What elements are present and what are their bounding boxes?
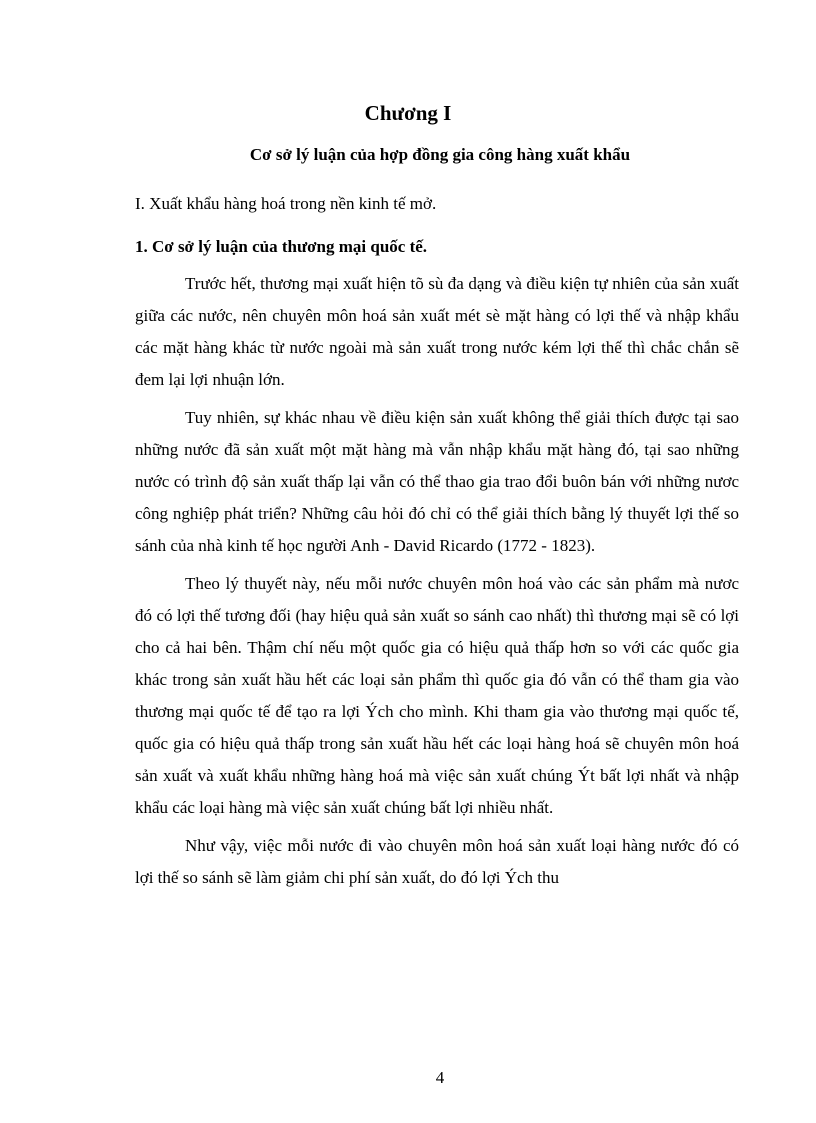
section-heading: I. Xuất khẩu hàng hoá trong nền kinh tế mở.: [135, 194, 437, 213]
chapter-title: Chương I: [364, 101, 452, 125]
paragraph: Như vậy, việc mỗi nước đi vào chuyên môn hoá sản xuất loại hàng nước đó có lợi thế so sánh sẽ làm giảm chi phí sản xuất, do đó lợi Ých thu: [135, 836, 739, 887]
paragraph: Theo lý thuyết này, nếu mỗi nước chuyên môn hoá vào các sản phẩm mà nươc đó có lợi thế tương đối (hay hiệu quả sản xuất so sánh cao nhất) thì thương mại sẽ có lợi cho cả hai bên. Thậm chí nếu một quốc gia có hiệu quả thấp hơn so với các quốc gia khác trong sản xuất hầu hết các loại sản phẩm thì quốc gia đó vẫn có thể tham gia vào thương mại quốc tế để tạo ra lợi Ých cho mình. Khi tham gia vào thương mại quốc tế, quốc gia có hiệu quả thấp trong sản xuất hầu hết các loại hàng hoá sẽ chuyên môn hoá sản xuất và xuất khẩu những hàng hoá mà việc sản xuất chúng Ýt bất lợi nhất và nhập khẩu các loại hàng mà việc sản xuất chúng bất lợi nhiều nhất.: [135, 574, 739, 817]
paragraph: Trước hết, thương mại xuất hiện tõ sù đa dạng và điều kiện tự nhiên của sản xuất giữa các nước, nên chuyên môn hoá sản xuất mét sè mặt hàng có lợi thế và nhập khẩu các mặt hàng khác từ nước ngoài mà sản xuất trong nước kém lợi thế thì chắc chắn sẽ đem lại lợi nhuận lớn.: [135, 274, 739, 389]
body-text: [135, 268, 739, 900]
paragraph: Tuy nhiên, sự khác nhau về điều kiện sản xuất không thể giải thích được tại sao những nước đã sản xuất một mặt hàng mà vẫn nhập khẩu mặt hàng đó, tại sao những nước có trình độ sản xuất thấp lại vẫn có thể thao gia trao đổi buôn bán với những nươc công nghiệp phát triển? Những câu hỏi đó chỉ có thể giải thích bằng lý thuyết lợi thế so sánh của nhà kinh tế học người Anh - David Ricardo (1772 - 1823).: [135, 408, 739, 555]
chapter-subtitle: Cơ sở lý luận của hợp đồng gia công hàng xuất khẩu: [249, 145, 631, 164]
subsection-heading: 1. Cơ sở lý luận của thương mại quốc tế.: [135, 237, 428, 256]
page-number: 4: [435, 1068, 445, 1087]
